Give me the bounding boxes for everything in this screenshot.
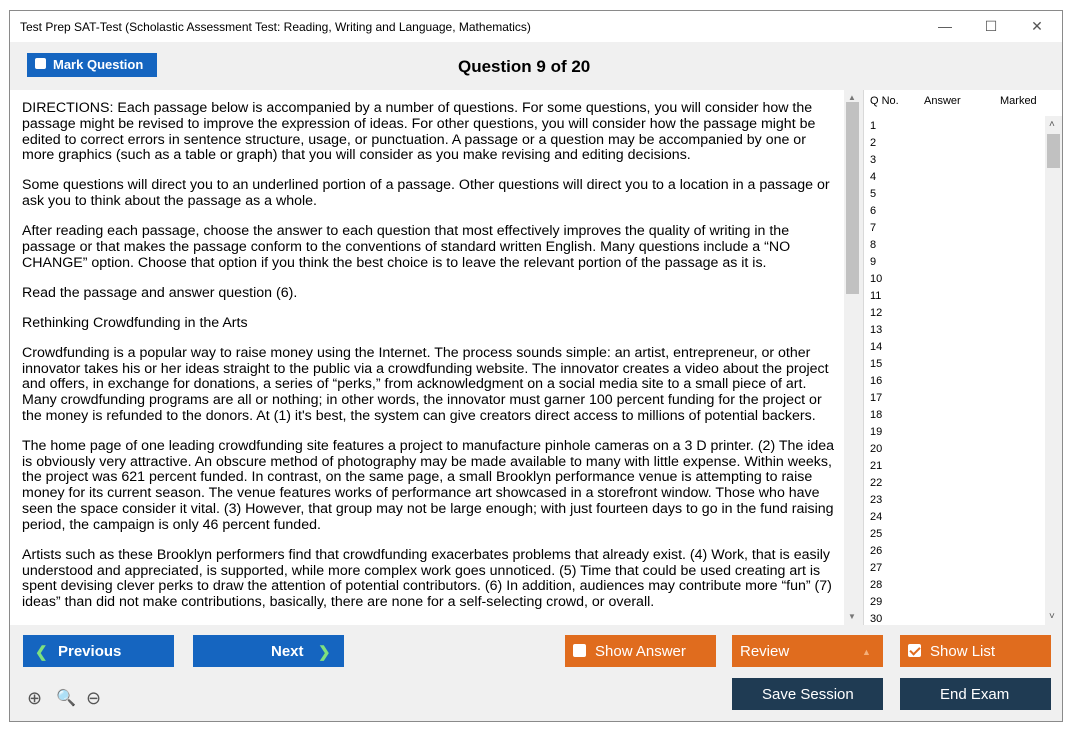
passage-scrollbar[interactable] (844, 90, 861, 625)
app-window (9, 10, 1063, 722)
question-list-row[interactable]: 16 (870, 375, 883, 387)
end-exam-label: End Exam (940, 686, 1010, 703)
passage-text (22, 101, 837, 625)
title-bar (10, 11, 1062, 42)
next-button[interactable] (193, 635, 344, 667)
question-list (863, 90, 1062, 625)
previous-label: Previous (58, 643, 122, 660)
question-list-row[interactable]: 2 (870, 137, 877, 149)
question-list-row[interactable]: 3 (870, 154, 877, 166)
next-arrow-icon: ❯ (318, 644, 331, 661)
question-list-row[interactable]: 15 (870, 358, 883, 370)
question-list-row[interactable]: 9 (870, 256, 877, 268)
passage-panel[interactable] (10, 90, 844, 625)
passage-paragraph: Some questions will direct you to an underlined portion of a passage. Other questions will direct you to a location in a passage or ask you to think about the passage as a whole. (22, 177, 830, 210)
question-title: Question 9 of 20 (458, 57, 591, 76)
question-list-row[interactable]: 4 (870, 171, 877, 183)
zoom-reset-icon[interactable]: 🔍 (56, 690, 76, 707)
question-list-row[interactable]: 30 (870, 613, 883, 625)
previous-arrow-icon: ❮ (35, 644, 48, 661)
zoom-out-icon[interactable]: ⊖ (86, 688, 102, 708)
previous-button[interactable] (23, 635, 174, 667)
question-list-header (864, 90, 1045, 112)
question-list-row[interactable]: 8 (870, 239, 877, 251)
question-list-row[interactable]: 20 (870, 443, 883, 455)
question-list-row[interactable]: 1 (870, 120, 877, 132)
scroll-up-icon[interactable]: ▲ (848, 93, 856, 102)
passage-paragraph: Read the passage and answer question (6). (22, 284, 298, 301)
question-list-row[interactable]: 22 (870, 477, 883, 489)
question-list-row[interactable]: 6 (870, 205, 877, 217)
maximize-button[interactable]: ☐ (984, 18, 998, 34)
passage-paragraph: The home page of one leading crowdfunding site features a project to manufacture pinhole cameras on a 3 D printer. (2) The idea is obviously very attractive. An obscure method of photography may be made available to many with little expense. Within weeks, the project was 621 percent funded. In contrast, on the same page, a small Brooklyn performance venue is attempting to raise money for its current season. The venue features works of performance art showcased in a storefront window. Those who have seen the space consider it vital. (3) However, that group may not be large enough; with just fourteen days to go in the fund raising period, the campaign is only 46 percent funded. (22, 437, 835, 533)
show-list-button[interactable] (900, 635, 1051, 667)
show-answer-label: Show Answer (595, 643, 686, 660)
minimize-button[interactable]: — (938, 18, 952, 34)
question-list-row[interactable]: 12 (870, 307, 883, 319)
show-answer-button[interactable] (565, 635, 716, 667)
question-list-row[interactable]: 17 (870, 392, 883, 404)
mark-question-label: Mark Question (53, 57, 144, 72)
show-list-label: Show List (930, 643, 996, 660)
question-list-row[interactable]: 29 (870, 596, 883, 608)
close-button[interactable]: ✕ (1031, 18, 1043, 34)
review-dropdown[interactable] (732, 635, 883, 667)
save-session-label: Save Session (762, 686, 854, 703)
save-session-button[interactable] (732, 678, 883, 710)
question-list-scrollbar[interactable] (1045, 116, 1062, 625)
passage-scroll-thumb[interactable] (846, 102, 859, 294)
review-dropdown-arrow-icon: ▲ (862, 647, 871, 657)
passage-title: Rethinking Crowdfunding in the Arts (22, 314, 248, 331)
show-answer-checkbox[interactable] (573, 644, 586, 657)
review-label: Review (740, 643, 790, 660)
question-list-row[interactable]: 23 (870, 494, 883, 506)
scroll-down-icon[interactable]: ▼ (848, 612, 856, 621)
end-exam-button[interactable] (900, 678, 1051, 710)
passage-paragraph: DIRECTIONS: Each passage below is accompanied by a number of questions. For some questions, you will consider how the passage might be revised to improve the expression of ideas. For other questions, you will consider how the passage might be edited to correct errors in sentence structure, usage, or punctuation. A passage or a question may be accompanied by one or more graphics (such as a table or graph) that you will consider as you make revising and editing decisions. (22, 100, 816, 164)
question-list-row[interactable]: 21 (870, 460, 883, 472)
mark-question-checkbox[interactable] (35, 58, 46, 69)
marked-column-header[interactable]: Marked (1000, 95, 1037, 107)
question-list-row[interactable]: 7 (870, 222, 877, 234)
question-list-scroll-thumb[interactable] (1047, 134, 1060, 168)
list-scroll-up-icon[interactable]: ˄ (1049, 119, 1055, 130)
question-list-row[interactable]: 11 (870, 290, 882, 302)
mark-question-button[interactable] (27, 53, 157, 77)
answer-column-header[interactable]: Answer (924, 95, 961, 107)
question-list-row[interactable]: 14 (870, 341, 883, 353)
question-list-rows (864, 118, 1045, 628)
passage-paragraph: Artists such as these Brooklyn performers find that crowdfunding exacerbates problems that already exist. (4) Work, that is easily understood and appreciated, is supported, while more complex work goes unnoticed. (5) Time that could be used creating art is spent devising clever perks to draw the attention of potential contributors. (6) In addition, audiences may contribute more “fun” (7) ideas” than did not make contributions, basically, there are none for a self-selecting crowd, or overall. (22, 546, 832, 611)
passage-paragraph: Crowdfunding is a popular way to raise money using the Internet. The process sounds simple: an artist, entrepreneur, or other innovator takes his or her ideas straight to the public via a crowdfunding website. The innovator creates a video about the project and offers, in exchange for donations, a series of “perks,” from acknowledgment on a social media site to a small piece of art. Many crowdfunding programs are all or nothing; in other words, the innovator must garner 100 percent funding for the project or the money is refunded to the donors. At (1) it's best, the system can give creators direct access to millions of potential backers. (22, 344, 829, 424)
zoom-in-icon[interactable]: ⊕ (27, 688, 43, 708)
question-list-row[interactable]: 10 (870, 273, 883, 285)
list-scroll-down-icon[interactable]: ˅ (1049, 611, 1055, 622)
qno-column-header[interactable]: Q No. (870, 95, 899, 107)
question-list-row[interactable]: 28 (870, 579, 883, 591)
question-list-row[interactable]: 25 (870, 528, 883, 540)
question-list-row[interactable]: 19 (870, 426, 883, 438)
question-list-row[interactable]: 26 (870, 545, 883, 557)
question-list-row[interactable]: 27 (870, 562, 883, 574)
window-title: Test Prep SAT-Test (Scholastic Assessment Test: Reading, Writing and Language, Mathematics) (20, 20, 531, 34)
next-label: Next (271, 643, 304, 660)
question-list-row[interactable]: 5 (870, 188, 877, 200)
question-list-row[interactable]: 18 (870, 409, 883, 421)
show-list-checkbox[interactable] (908, 644, 921, 657)
passage-paragraph: After reading each passage, choose the answer to each question that most effectively improves the quality of writing in the passage or that makes the passage conform to the conventions of standard written English. Many questions include a “NO CHANGE” option. Choose that option if you think the best choice is to leave the relevant portion of the passage as it is. (22, 223, 791, 271)
question-list-row[interactable]: 13 (870, 324, 883, 336)
question-list-row[interactable]: 24 (870, 511, 883, 523)
